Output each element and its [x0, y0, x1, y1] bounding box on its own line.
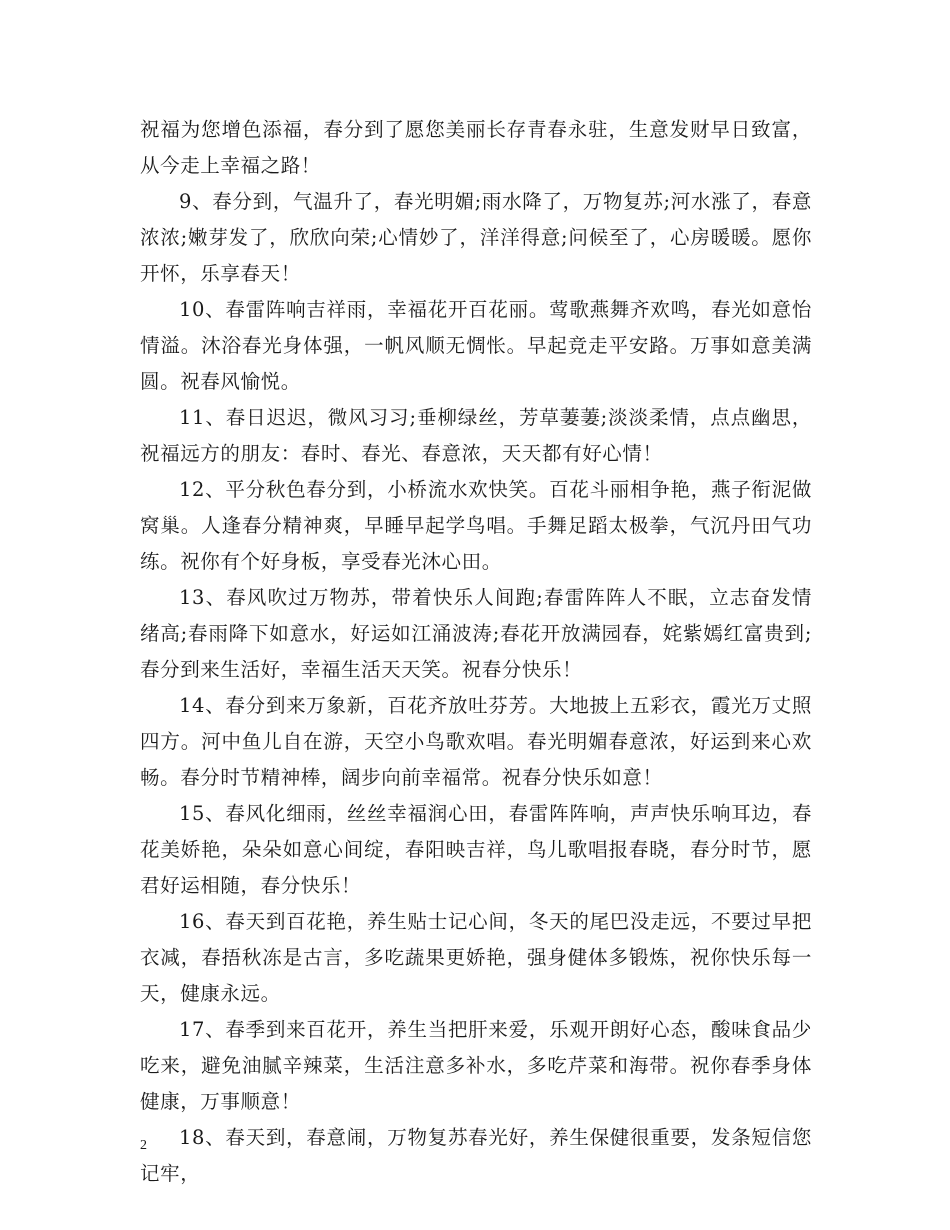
paragraph-item-17: 17、春季到来百花开，养生当把肝来爱，乐观开朗好心态，酸味食品少吃来，避免油腻辛辣菜，生活注意多补水，多吃芹菜和海带。祝你春季身体健康，万事顺意！ — [140, 1018, 812, 1113]
paragraph-continuation: 祝福为您增色添福，春分到了愿您美丽长存青春永驻，生意发财早日致富，从今走上幸福之路！ — [140, 118, 812, 177]
page-number: 2 — [140, 1138, 147, 1153]
paragraph-item-10: 10、春雷阵响吉祥雨，幸福花开百花丽。莺歌燕舞齐欢鸣，春光如意怡情溢。沐浴春光身体强，一帆风顺无惆怅。早起竞走平安路。万事如意美满圆。祝春风愉悦。 — [140, 298, 812, 393]
paragraph-item-16: 16、春天到百花艳，养生贴士记心间，冬天的尾巴没走远，不要过早把衣减，春捂秋冻是古言，多吃蔬果更娇艳，强身健体多锻炼，祝你快乐每一天，健康永远。 — [140, 910, 812, 1005]
paragraph-item-15: 15、春风化细雨，丝丝幸福润心田，春雷阵阵响，声声快乐响耳边，春花美娇艳，朵朵如意心间绽，春阳映吉祥，鸟儿歌唱报春晓，春分时节，愿君好运相随，春分快乐！ — [140, 802, 812, 897]
paragraph-item-18: 18、春天到，春意闹，万物复苏春光好，养生保健很重要，发条短信您记牢， — [140, 1126, 812, 1185]
paragraph-item-13: 13、春风吹过万物苏，带着快乐人间跑;春雷阵阵人不眠，立志奋发情绪高;春雨降下如意水，好运如江涌波涛;春花开放满园春，姹紫嫣红富贵到;春分到来生活好，幸福生活天天笑。祝春分快乐！ — [140, 586, 812, 681]
paragraph-item-9: 9、春分到，气温升了，春光明媚;雨水降了，万物复苏;河水涨了，春意浓浓;嫩芽发了，欣欣向荣;心情妙了，洋洋得意;问候至了，心房暖暖。愿你开怀，乐享春天！ — [140, 190, 812, 285]
paragraph-item-11: 11、春日迟迟，微风习习;垂柳绿丝，芳草萋萋;淡淡柔情，点点幽思，祝福远方的朋友：春时、春光、春意浓，天天都有好心情！ — [140, 406, 812, 465]
paragraph-item-14: 14、春分到来万象新，百花齐放吐芬芳。大地披上五彩衣，霞光万丈照四方。河中鱼儿自在游，天空小鸟歌欢唱。春光明媚春意浓，好运到来心欢畅。春分时节精神棒，阔步向前幸福常。祝春分快乐如意！ — [140, 694, 812, 789]
document-body — [140, 112, 812, 1192]
paragraph-item-12: 12、平分秋色春分到，小桥流水欢快笑。百花斗丽相争艳，燕子衔泥做窝巢。人逢春分精神爽，早睡早起学鸟唱。手舞足蹈太极拳，气沉丹田气功练。祝你有个好身板，享受春光沐心田。 — [140, 478, 812, 573]
